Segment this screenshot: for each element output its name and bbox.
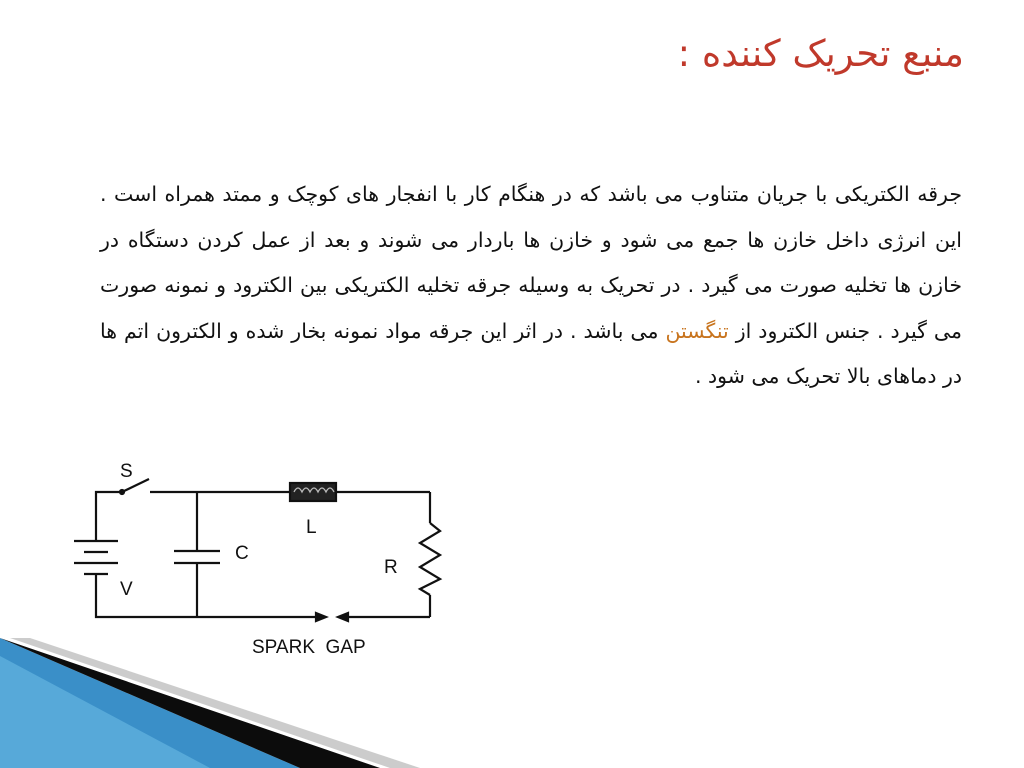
paragraph-text-after: می باشد . در اثر این جرقه مواد نمونه بخار شده و الکترون اتم ها در دماهای بالا تحریک می شود . xyxy=(100,318,962,388)
slide-title: منبع تحریک کننده : xyxy=(677,32,964,75)
corner-decoration xyxy=(0,638,420,768)
circuit-diagram xyxy=(58,455,458,665)
body-paragraph xyxy=(100,172,962,400)
resistor xyxy=(420,523,440,595)
paragraph-text-before: جرقه الکتریکی با جریان متناوب می باشد که در هنگام کار با انفجار های کوچک و ممتد همراه است . این انرژی داخل خازن ها جمع می شود و خازن ها باردار می شوند و بعد از عمل کردن دستگاه در خازن ها تخلیه صورت می گیرد . در تحریک به وسیله جرقه تخلیه الکتریکی بین الکترود و نمونه صورت می گیرد . جنس الکترود از xyxy=(100,182,962,343)
top-wire xyxy=(96,492,122,525)
switch-label: S xyxy=(120,461,133,482)
inductor-label: L xyxy=(306,517,317,538)
spark-gap-left-electrode xyxy=(316,613,326,621)
inductor xyxy=(290,483,336,501)
spark-gap-label: SPARK GAP xyxy=(252,637,366,658)
capacitor-label: C xyxy=(235,543,249,564)
tungsten-highlight: تنگستن xyxy=(665,318,729,343)
resistor-label: R xyxy=(384,557,398,578)
voltage-label: V xyxy=(120,579,133,600)
spark-gap-right-electrode xyxy=(338,613,348,621)
